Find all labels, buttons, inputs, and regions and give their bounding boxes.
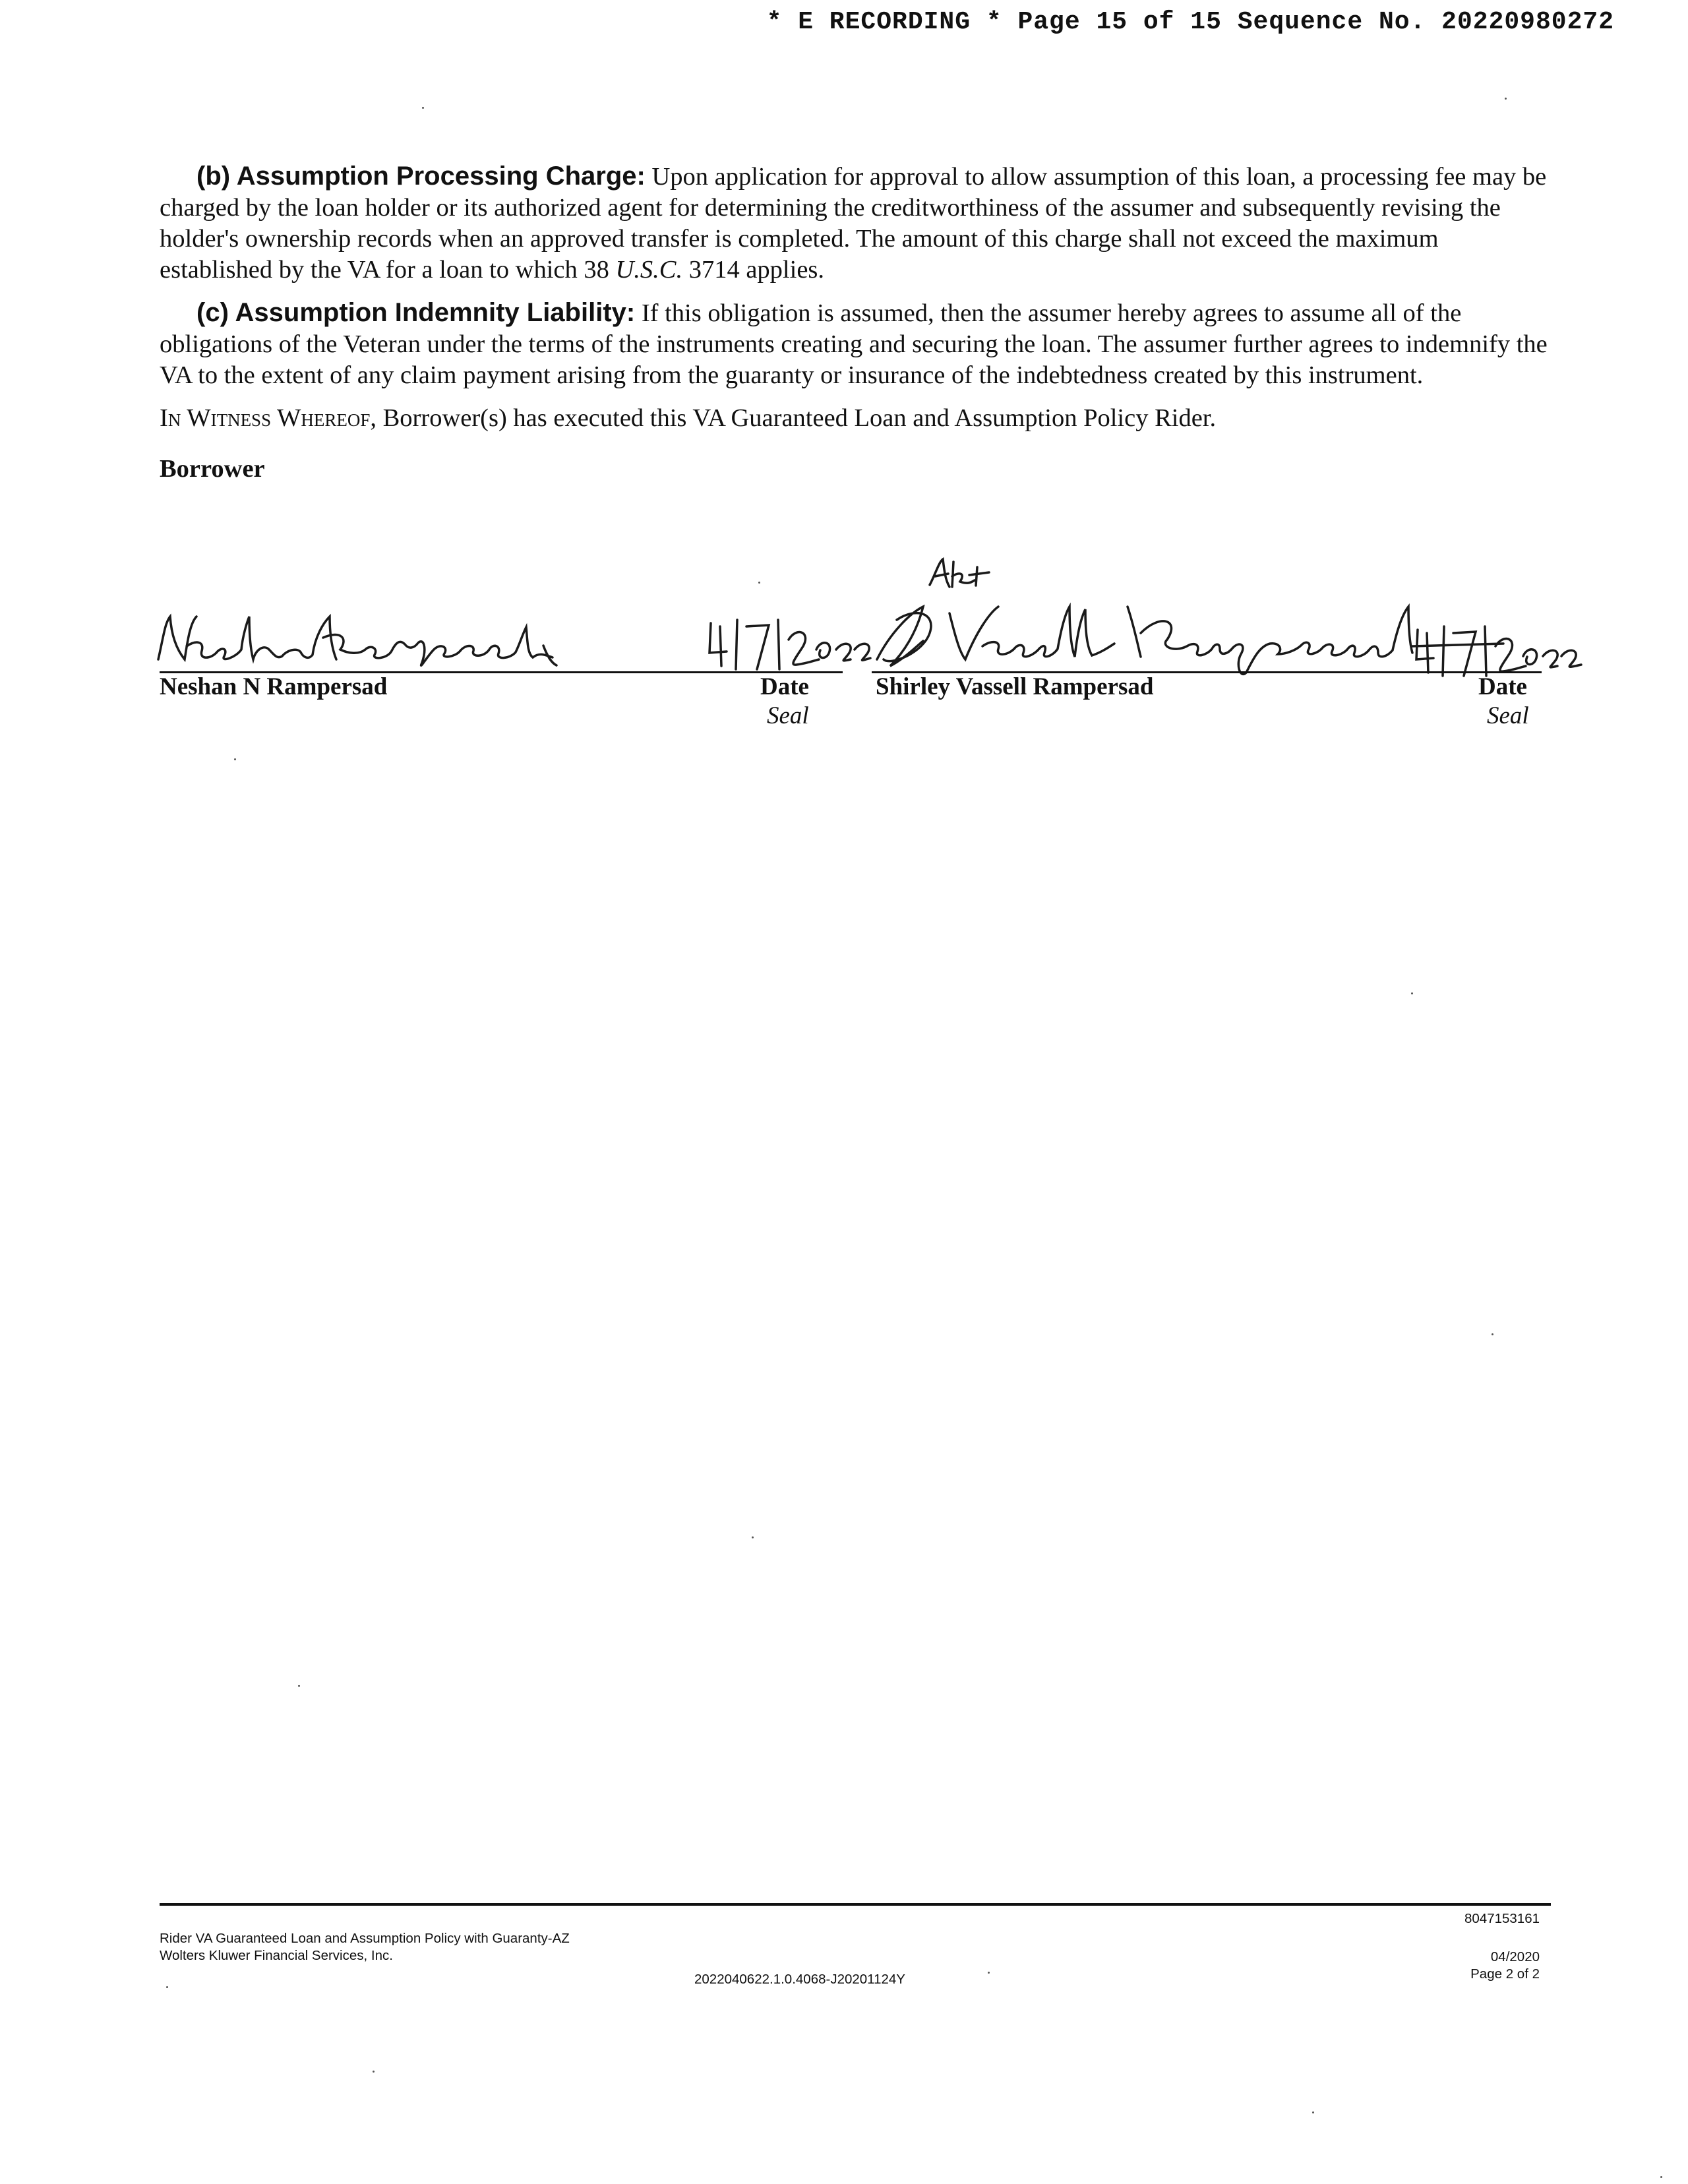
scan-speck (988, 1972, 990, 1974)
document-code: 2022040622.1.0.4068-J20201124Y (694, 1972, 905, 1987)
borrower-heading: Borrower (160, 455, 265, 483)
signature-line-1 (160, 671, 843, 673)
date-label-1: Date (760, 673, 809, 700)
scan-speck (752, 1536, 754, 1538)
seal-label-1: Seal (767, 702, 809, 729)
signer-name-1: Neshan N Rampersad (160, 673, 388, 700)
paragraph-text-end: 3714 applies. (688, 256, 825, 284)
signature-graphic-1 (150, 597, 586, 679)
rider-body (160, 161, 1551, 485)
signature-line-2 (872, 671, 1542, 673)
section-heading: (b) Assumption Processing Charge: (196, 162, 646, 191)
publisher: Wolters Kluwer Financial Services, Inc. (160, 1948, 393, 1963)
scan-speck (166, 1986, 168, 1988)
scan-speck (298, 1685, 300, 1687)
scan-speck (1492, 1333, 1493, 1335)
recording-stamp: * E RECORDING * Page 15 of 15 Sequence No. 20220980272 (766, 8, 1614, 36)
page-info: Page 2 of 2 (1470, 1966, 1540, 1982)
scan-speck (373, 2071, 375, 2073)
scan-speck (234, 758, 236, 760)
form-date: 04/2020 (1490, 1949, 1540, 1964)
witness-paragraph (160, 403, 1551, 434)
seal-label-2: Seal (1487, 702, 1529, 729)
scan-speck (1312, 2111, 1314, 2113)
scan-speck (1411, 992, 1413, 994)
witness-text: Borrower(s) has executed this VA Guaranteed Loan and Assumption Policy Rider. (382, 404, 1217, 432)
handwritten-signature (158, 617, 557, 665)
handwritten-date-1 (698, 613, 876, 679)
signature-graphic-2 (851, 580, 1510, 686)
assumption-indemnity-liability-paragraph (160, 297, 1551, 391)
signer-name-2: Shirley Vassell Rampersad (876, 673, 1154, 700)
witness-lead: In Witness Whereof, (160, 404, 377, 432)
paragraph-text: Upon application for approval to allow assumption of this loan, a processing fee may be charged by the loan holder or its authorized agent for determining the creditworthiness of the assumer and subsequently revising the holder's ownership records when an approved transfer is completed. The amount of this charge shall not exceed the maximum established by the VA for a loan to which 38 (160, 163, 1547, 284)
scan-speck (758, 582, 760, 584)
form-title: Rider VA Guaranteed Loan and Assumption Policy with Guaranty-AZ (160, 1931, 570, 1946)
section-heading: (c) Assumption Indemnity Liability: (196, 298, 636, 327)
date-label-2: Date (1478, 673, 1527, 700)
footer-rule (160, 1903, 1551, 1906)
scan-speck (1660, 2176, 1662, 2178)
handwritten-date-2 (1404, 620, 1596, 686)
paragraph-text: If this obligation is assumed, then the assumer hereby agrees to assume all of the obligations of the Veteran under the terms of the instruments creating and securing the loan. The assumer further agrees to indemnify the VA to the extent of any claim payment arising from the guaranty or insurance of the indebtedness created by this instrument. (160, 299, 1548, 389)
scan-speck (1505, 98, 1507, 100)
loan-number: 8047153161 (1464, 1911, 1540, 1926)
handwritten-initials-2 (923, 555, 996, 595)
citation: U.S.C. (615, 256, 683, 284)
handwritten-signature (877, 607, 1503, 674)
assumption-processing-charge-paragraph (160, 161, 1551, 286)
scan-speck (422, 107, 424, 109)
